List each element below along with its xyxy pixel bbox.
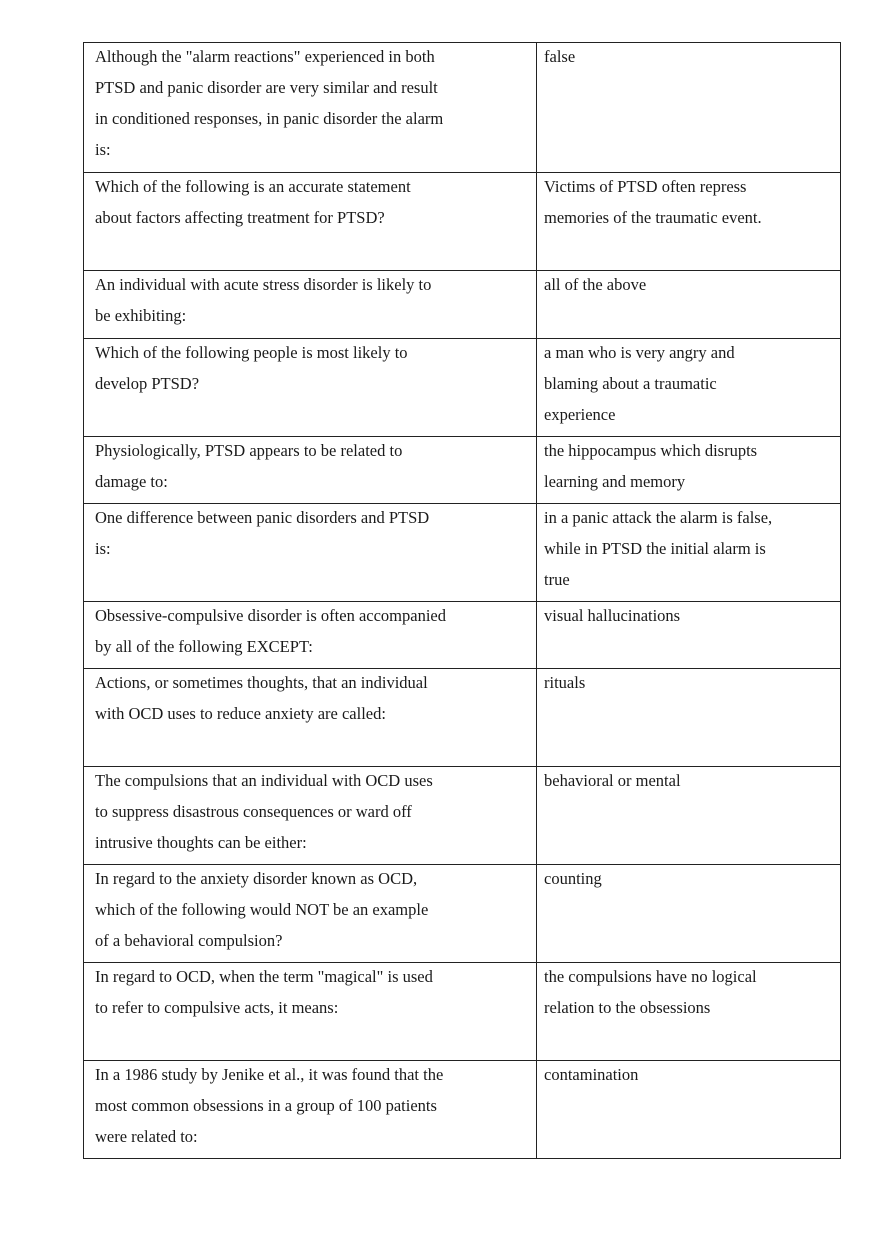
table-row: [84, 669, 841, 767]
question-cell: [84, 339, 537, 437]
question-text: Which of the following people is most likely to develop PTSD?: [95, 343, 408, 393]
answer-cell: [537, 339, 841, 437]
table-row: [84, 173, 841, 271]
answer-cell: [537, 865, 841, 963]
question-text: An individual with acute stress disorder is likely to be exhibiting:: [95, 275, 432, 325]
answer-cell: [537, 602, 841, 669]
table-row: [84, 767, 841, 865]
question-answer-table: [83, 42, 841, 1159]
table-row: [84, 437, 841, 504]
question-cell: [84, 963, 537, 1061]
answer-cell: [537, 437, 841, 504]
question-cell: [84, 602, 537, 669]
question-text: Which of the following is an accurate statement about factors affecting treatment for PTSD?: [95, 177, 411, 227]
answer-text: visual hallucinations: [544, 606, 681, 625]
table-row: [84, 504, 841, 602]
answer-text: Victims of PTSD often repress memories of the traumatic event.: [544, 177, 762, 227]
question-cell: [84, 767, 537, 865]
answer-text: contamination: [544, 1065, 639, 1084]
answer-text: the compulsions have no logical relation to the obsessions: [544, 967, 757, 1017]
question-cell: [84, 504, 537, 602]
answer-cell: [537, 271, 841, 339]
question-text: Physiologically, PTSD appears to be related to damage to:: [95, 441, 403, 491]
question-text: In a 1986 study by Jenike et al., it was found that the most common obsessions in a group of 100 patients were related to:: [95, 1065, 444, 1146]
answer-text: in a panic attack the alarm is false, while in PTSD the initial alarm is true: [544, 508, 773, 589]
answer-text: counting: [544, 869, 602, 888]
question-text: The compulsions that an individual with OCD uses to suppress disastrous consequences or ward off intrusive thoughts can be either:: [95, 771, 433, 852]
question-cell: [84, 1061, 537, 1159]
question-cell: [84, 669, 537, 767]
question-text: Obsessive-compulsive disorder is often accompanied by all of the following EXCEPT:: [95, 606, 446, 656]
question-text: In regard to OCD, when the term "magical" is used to refer to compulsive acts, it means:: [95, 967, 433, 1017]
answer-text: all of the above: [544, 275, 647, 294]
table-row: [84, 339, 841, 437]
table-row: [84, 602, 841, 669]
question-cell: [84, 43, 537, 173]
question-cell: [84, 865, 537, 963]
answer-cell: [537, 504, 841, 602]
table-row: [84, 1061, 841, 1159]
answer-text: the hippocampus which disrupts learning and memory: [544, 441, 758, 491]
question-cell: [84, 437, 537, 504]
answer-text: false: [544, 47, 576, 66]
question-cell: [84, 271, 537, 339]
question-text: Actions, or sometimes thoughts, that an individual with OCD uses to reduce anxiety are called:: [95, 673, 428, 723]
question-text: One difference between panic disorders and PTSD is:: [95, 508, 430, 558]
answer-cell: [537, 767, 841, 865]
answer-cell: [537, 669, 841, 767]
question-cell: [84, 173, 537, 271]
answer-cell: [537, 173, 841, 271]
table-row: [84, 865, 841, 963]
table-row: [84, 963, 841, 1061]
answer-cell: [537, 1061, 841, 1159]
table-row: [84, 271, 841, 339]
answer-cell: [537, 43, 841, 173]
question-text: Although the "alarm reactions" experienced in both PTSD and panic disorder are very similar and result in conditioned responses, in panic disorder the alarm is:: [95, 47, 444, 159]
answer-text: behavioral or mental: [544, 771, 681, 790]
answer-text: rituals: [544, 673, 586, 692]
question-text: In regard to the anxiety disorder known as OCD, which of the following would NOT be an example of a behavioral compulsion?: [95, 869, 429, 950]
table-row: [84, 43, 841, 173]
answer-cell: [537, 963, 841, 1061]
answer-text: a man who is very angry and blaming about a traumatic experience: [544, 343, 735, 424]
